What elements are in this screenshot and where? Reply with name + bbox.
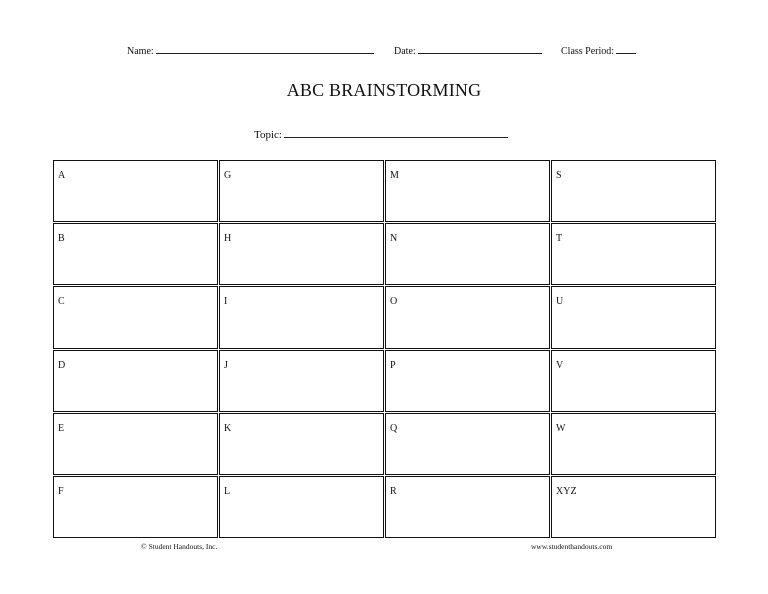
- grid-cell[interactable]: [53, 223, 218, 285]
- grid-cell[interactable]: [53, 350, 218, 412]
- grid-cell[interactable]: [385, 223, 550, 285]
- grid-cell[interactable]: [551, 413, 716, 475]
- cell-letter: Q: [390, 422, 398, 434]
- topic-blank[interactable]: [284, 126, 508, 138]
- cell-letter: O: [390, 296, 398, 308]
- grid-cell[interactable]: [53, 286, 218, 348]
- grid-cell[interactable]: [219, 413, 384, 475]
- cell-letter: A: [58, 170, 66, 181]
- date-field[interactable]: [394, 42, 542, 57]
- grid-cell[interactable]: [53, 160, 218, 222]
- cell-letter: C: [58, 296, 65, 308]
- grid-cell[interactable]: [219, 476, 384, 538]
- date-blank[interactable]: [418, 42, 542, 54]
- topic-field[interactable]: [254, 126, 508, 141]
- class-period-label: Class Period:: [561, 46, 615, 57]
- name-blank[interactable]: [156, 42, 374, 54]
- grid-cell[interactable]: [551, 476, 716, 538]
- cell-letter: T: [556, 233, 563, 245]
- grid-cell[interactable]: [551, 350, 716, 412]
- cell-letter: B: [58, 233, 65, 245]
- cell-letter: XYZ: [556, 485, 577, 497]
- class-period-blank[interactable]: [616, 42, 636, 54]
- class-period-field[interactable]: [561, 42, 636, 57]
- cell-letter: N: [390, 233, 398, 245]
- grid-cell[interactable]: [219, 223, 384, 285]
- name-label: Name:: [127, 46, 154, 57]
- grid-cell[interactable]: [551, 223, 716, 285]
- grid-cell[interactable]: [53, 413, 218, 475]
- cell-letter: H: [224, 233, 232, 245]
- cell-letter: W: [556, 422, 566, 434]
- page-title: ABC BRAINSTORMING: [286, 80, 482, 100]
- name-field[interactable]: [127, 42, 374, 57]
- grid-cell[interactable]: [219, 350, 384, 412]
- grid-cell[interactable]: [385, 350, 550, 412]
- grid-cell[interactable]: [219, 286, 384, 348]
- brainstorm-grid: [53, 160, 716, 538]
- cell-letter: G: [224, 170, 232, 181]
- cell-letter: E: [58, 422, 65, 434]
- cell-letter: L: [224, 485, 231, 497]
- cell-letter: V: [556, 359, 564, 371]
- cell-letter: R: [390, 485, 397, 497]
- grid-cell[interactable]: [385, 413, 550, 475]
- copyright-text: © Student Handouts, Inc.: [141, 542, 218, 551]
- cell-letter: U: [556, 296, 564, 308]
- cell-letter: F: [58, 485, 64, 497]
- grid-cell[interactable]: [551, 160, 716, 222]
- topic-label: Topic:: [254, 129, 282, 141]
- grid-cell[interactable]: [385, 160, 550, 222]
- cell-letter: I: [224, 296, 228, 308]
- header-fields: [0, 42, 768, 58]
- grid-cell[interactable]: [219, 160, 384, 222]
- grid-cell[interactable]: [53, 476, 218, 538]
- grid-cell[interactable]: [551, 286, 716, 348]
- cell-letter: S: [556, 170, 562, 181]
- cell-letter: K: [224, 422, 232, 434]
- cell-letter: D: [58, 359, 66, 371]
- grid-cell[interactable]: [385, 476, 550, 538]
- cell-letter: M: [390, 170, 399, 181]
- date-label: Date:: [394, 46, 416, 57]
- cell-letter: P: [390, 359, 396, 371]
- website-text: www.studenthandouts.com: [531, 542, 613, 551]
- grid-cell[interactable]: [385, 286, 550, 348]
- cell-letter: J: [224, 359, 228, 371]
